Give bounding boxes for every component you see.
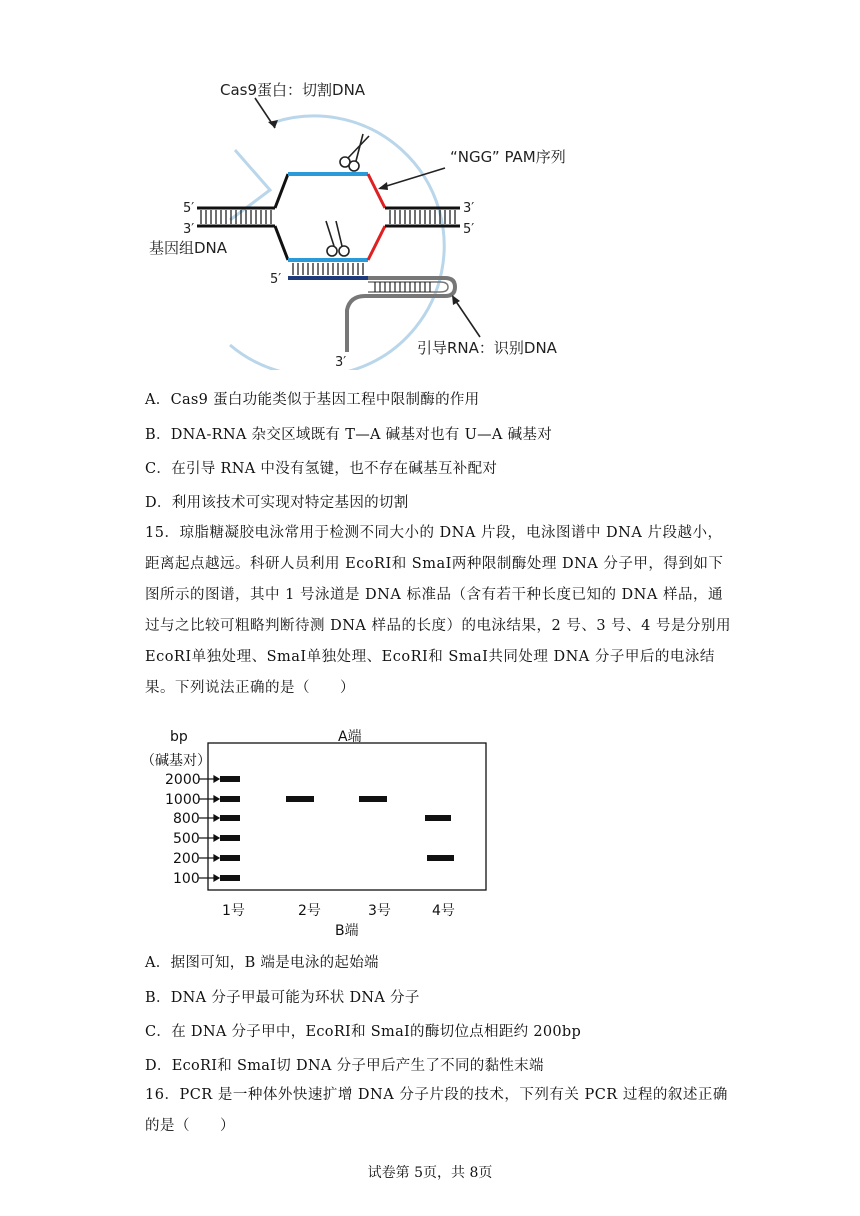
band-lane4-200 <box>427 855 454 861</box>
svg-text:5′: 5′ <box>270 272 282 287</box>
page-footer: 试卷第 5页，共 8页 <box>367 1165 493 1181</box>
lane-label: 1号 <box>222 903 245 919</box>
band-lane1-200 <box>220 855 240 861</box>
pam-label: “NGG” PAM序列 <box>450 148 566 166</box>
scissors-icon <box>340 134 369 171</box>
q14-option-b: B．DNA-RNA 杂交区域既有 T—A 碱基对也有 U—A 碱基对 <box>145 427 552 443</box>
gel-lane-labels <box>222 903 455 919</box>
q15-option-c: C．在 DNA 分子甲中，EcoRⅠ和 SmaⅠ的酶切位点相距约 200bp <box>145 1024 582 1040</box>
q15-option-a: A．据图可知，B 端是电泳的起始端 <box>145 955 379 971</box>
gel-bands <box>220 776 454 881</box>
q14-option-c: C．在引导 RNA 中没有氢键，也不存在碱基互补配对 <box>145 461 498 477</box>
q14-option-d: D．利用该技术可实现对特定基因的切割 <box>145 495 409 511</box>
svg-text:3′: 3′ <box>463 201 475 216</box>
marker-pointer-lines <box>199 776 219 881</box>
lane-label: 2号 <box>298 903 321 919</box>
scissors-icon <box>326 221 349 256</box>
svg-text:5′: 5′ <box>463 222 475 237</box>
svg-text:5′: 5′ <box>183 201 195 216</box>
lane-label: 3号 <box>368 903 391 919</box>
svg-text:3′: 3′ <box>183 222 195 237</box>
cas9-diagram <box>135 70 605 370</box>
gel-top-end-label: A端 <box>338 729 362 745</box>
svg-text:3′: 3′ <box>335 355 347 370</box>
gel-marker-labels <box>165 772 201 887</box>
gel-unit-label: bp <box>170 729 188 745</box>
q15-option-b: B．DNA 分子甲最可能为环状 DNA 分子 <box>145 990 420 1006</box>
q15-option-d: D．EcoRⅠ和 SmaⅠ切 DNA 分子甲后产生了不同的黏性末端 <box>145 1058 544 1074</box>
marker-size-label: 200 <box>173 851 200 867</box>
cas9-label: Cas9蛋白：切割DNA <box>220 81 366 99</box>
gel-unit-sub-label: （碱基对） <box>141 753 211 769</box>
band-lane1-500 <box>220 835 240 841</box>
marker-size-label: 100 <box>173 871 200 887</box>
lane-label: 4号 <box>432 903 455 919</box>
band-lane3-1000 <box>359 796 387 802</box>
q15-stem: 15．琼脂糖凝胶电泳常用于检测不同大小的 DNA 片段，电泳图谱中 DNA 片段越小， 距离起点越远。科研人员利用 EcoRⅠ和 SmaⅠ两种限制酶处理 DNA 分子甲，得到如下 图所示的图谱，其中 1 号泳道是 DNA 标准品（含有若干种长度已知的 DNA 样品，通 过与之比较可粗略判断待测 DNA 样品的长度）的电泳结果，2 号、3 号、4 号是分别用 EcoRⅠ单独处理、SmaⅠ单独处理、EcoRⅠ和 SmaⅠ共同处理 DNA 分子甲后的电泳结 果。下列说法正确的是（ ） <box>145 525 732 696</box>
marker-size-label: 2000 <box>165 772 201 788</box>
band-lane1-800 <box>220 815 240 821</box>
q14-option-a: A．Cas9 蛋白功能类似于基因工程中限制酶的作用 <box>145 392 480 408</box>
marker-size-label: 500 <box>173 831 200 847</box>
band-lane1-100 <box>220 875 240 881</box>
band-lane1-1000 <box>220 796 240 802</box>
band-lane4-800 <box>425 815 451 821</box>
gel-electrophoresis-figure <box>135 725 515 940</box>
marker-size-label: 800 <box>173 811 200 827</box>
band-lane1-2000 <box>220 776 240 782</box>
cas9-protein-shape <box>230 116 444 370</box>
marker-size-label: 1000 <box>165 792 201 808</box>
q16-stem: 16．PCR 是一种体外快速扩增 DNA 分子片段的技术，下列有关 PCR 过程的叙述正确 的是（ ） <box>145 1087 728 1134</box>
gel-bottom-end-label: B端 <box>335 923 359 939</box>
band-lane2-1000 <box>286 796 314 802</box>
genome-dna-label: 基因组DNA <box>149 239 228 257</box>
guide-rna-label: 引导RNA：识别DNA <box>417 339 557 357</box>
